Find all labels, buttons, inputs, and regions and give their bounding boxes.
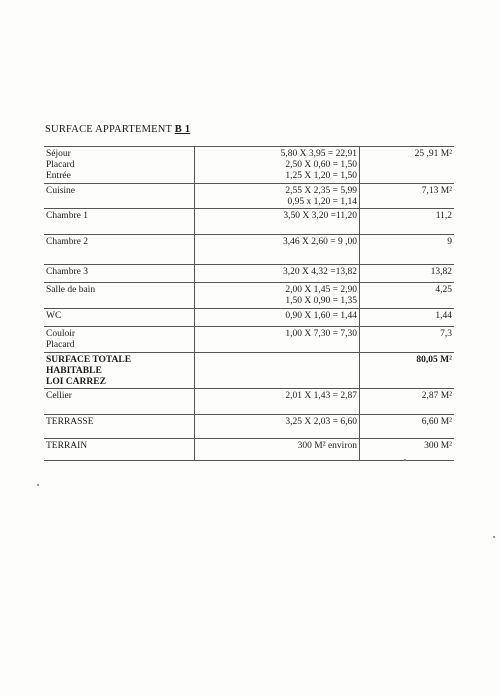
room-label: LOI CARREZ <box>46 377 106 387</box>
calculation-line: 2,50 X 0,60 = 1,50 <box>285 160 357 170</box>
table-row <box>44 235 454 265</box>
area-total-cell <box>360 209 455 235</box>
area-total: 4,25 <box>435 285 452 295</box>
calculation-cell <box>195 389 360 415</box>
room-cell <box>44 283 195 309</box>
calculation-line: 1,00 X 7,30 = 7,30 <box>285 329 357 339</box>
scan-speck <box>404 459 406 461</box>
table-row <box>44 415 454 439</box>
table-row <box>44 389 454 415</box>
room-label: SURFACE TOTALE <box>46 355 132 365</box>
area-total: 13,82 <box>430 267 452 277</box>
room-label: Placard <box>46 340 75 350</box>
calculation-line: 5,80 X 3,95 = 22,91 <box>280 149 357 159</box>
calculation-line: 3,20 X 4,32 =13,82 <box>283 267 357 277</box>
area-total: 7,13 M² <box>421 186 452 196</box>
area-total-cell <box>360 309 455 327</box>
table-row <box>44 283 454 309</box>
room-label: Séjour <box>46 149 71 159</box>
table-row <box>44 327 454 353</box>
room-cell <box>44 147 195 184</box>
area-total-cell <box>360 353 455 389</box>
area-total-cell <box>360 184 455 209</box>
room-cell <box>44 353 195 389</box>
area-total: 11,2 <box>435 211 452 221</box>
room-label: TERRAIN <box>46 441 88 451</box>
area-total: 6,60 M² <box>421 417 452 427</box>
room-cell <box>44 209 195 235</box>
room-label: Chambre 1 <box>46 211 88 221</box>
room-label: HABITABLE <box>46 366 102 376</box>
area-total: 25 ,91 M² <box>414 149 452 159</box>
calculation-line: 1,50 X 0,90 = 1,35 <box>285 296 357 306</box>
table-row <box>44 184 454 209</box>
area-total: 9 <box>447 237 452 247</box>
calculation-cell <box>195 265 360 283</box>
room-label: Salle de bain <box>46 285 96 295</box>
calculation-cell <box>195 353 360 389</box>
calculation-cell <box>195 439 360 461</box>
calculation-cell <box>195 235 360 265</box>
room-cell <box>44 389 195 415</box>
area-total: 1,44 <box>435 311 452 321</box>
area-total-cell <box>360 439 455 461</box>
page-title <box>45 124 190 135</box>
area-total-cell <box>360 265 455 283</box>
room-label: Chambre 3 <box>46 267 88 277</box>
area-total-cell <box>360 327 455 353</box>
calculation-line: 0,90 X 1,60 = 1,44 <box>285 311 357 321</box>
room-label: Cellier <box>46 391 72 401</box>
room-cell <box>44 309 195 327</box>
surface-table-body <box>44 147 454 461</box>
title-prefix: SURFACE APPARTEMENT <box>45 124 175 135</box>
calculation-cell <box>195 209 360 235</box>
area-total: 7,3 <box>440 329 452 339</box>
room-cell <box>44 184 195 209</box>
room-label: TERRASSE <box>46 417 94 427</box>
table-row <box>44 147 454 184</box>
calculation-line: 1,25 X 1,20 = 1,50 <box>285 171 357 181</box>
room-cell <box>44 235 195 265</box>
area-total: 300 M² <box>424 441 452 451</box>
scan-speck <box>493 536 495 538</box>
table-row <box>44 209 454 235</box>
table-row <box>44 265 454 283</box>
table-row <box>44 309 454 327</box>
room-label: Couloir <box>46 329 76 339</box>
calculation-line: 2,01 X 1,43 = 2,87 <box>285 391 357 401</box>
area-total-cell <box>360 147 455 184</box>
room-cell <box>44 439 195 461</box>
calculation-line: 3,46 X 2,60 = 9 ,00 <box>283 237 357 247</box>
area-total-cell <box>360 283 455 309</box>
room-label: WC <box>46 311 62 321</box>
surface-table <box>44 146 454 461</box>
scan-speck <box>37 484 39 486</box>
room-cell <box>44 265 195 283</box>
calculation-line: 300 M² environ <box>297 441 357 451</box>
calculation-line: 3,25 X 2,03 = 6,60 <box>285 417 357 427</box>
calculation-cell <box>195 309 360 327</box>
room-label: Cuisine <box>46 186 76 196</box>
room-label: Entrée <box>46 171 71 181</box>
area-total-cell <box>360 389 455 415</box>
room-label: Chambre 2 <box>46 237 88 247</box>
calculation-line: 0,95 x 1,20 = 1,14 <box>287 197 357 207</box>
room-cell <box>44 327 195 353</box>
apartment-reference: B 1 <box>174 124 191 135</box>
table-row <box>44 353 454 389</box>
area-total-cell <box>360 415 455 439</box>
area-total: 80,05 M² <box>416 355 452 365</box>
calculation-cell <box>195 327 360 353</box>
table-row <box>44 439 454 461</box>
area-total: 2,87 M² <box>421 391 452 401</box>
calculation-line: 2,00 X 1,45 = 2,90 <box>285 285 357 295</box>
calculation-line: 3,50 X 3,20 =11,20 <box>283 211 357 221</box>
room-cell <box>44 415 195 439</box>
calculation-line: 2,55 X 2,35 = 5,99 <box>285 186 357 196</box>
calculation-cell <box>195 283 360 309</box>
area-total-cell <box>360 235 455 265</box>
calculation-cell <box>195 184 360 209</box>
calculation-cell <box>195 415 360 439</box>
room-label: Placard <box>46 160 75 170</box>
calculation-cell <box>195 147 360 184</box>
